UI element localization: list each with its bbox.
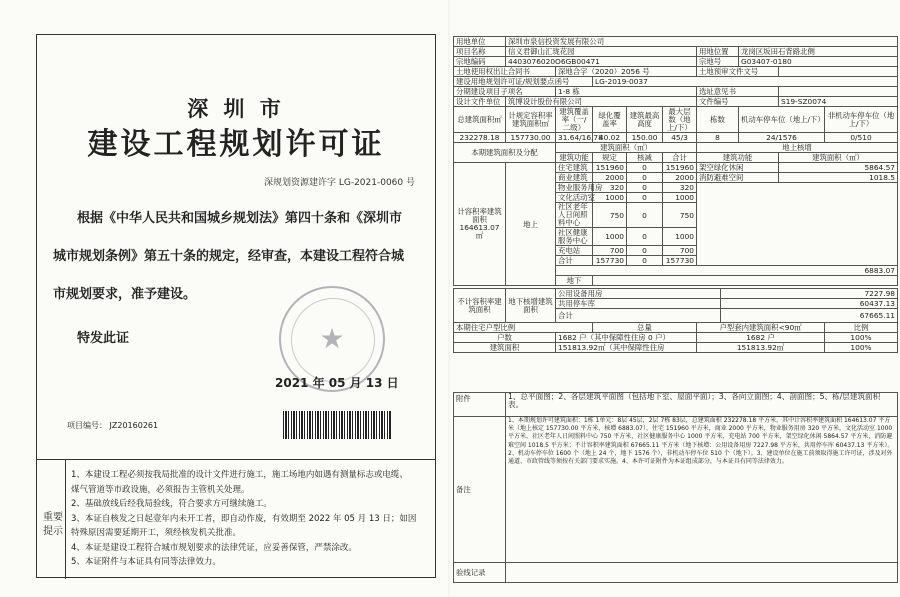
parcel-code-label: 宗地编码 [454,57,506,67]
tip-line: 3、本证自核发之日起壹年内未开工者，即自动作废，有效期至 2022 年 05 月 13 日；如因 [71,513,417,524]
value-cell: 157730 [593,256,627,266]
use-cell: 充电站 [556,246,593,256]
housing-total-label: 总量 [593,323,697,333]
use-cell: 物业服务用房 [556,183,593,193]
sub-header: 规定 [593,153,627,163]
tips-divider [65,459,66,579]
summary-header: 最大层数（地上/下） [663,107,697,133]
project-label: 项目名称 [454,47,506,57]
value-cell: 0 [627,256,663,266]
location-value: 龙岗区坂田石背路北侧 [739,47,898,57]
value-cell: 750 [593,203,627,228]
phase-label: 分期建设项目子项名 [454,87,556,97]
permit-number: 深规划资源建许字 LG-2021-0060 号 [263,178,415,188]
summary-header: 建筑最高高度 [627,107,663,133]
parcel-no-label: 宗地号 [697,57,739,67]
underground-core-label: 地下核增建筑面积 [506,289,556,323]
summary-header: 机动车停车位（地上/下） [739,107,825,133]
use-cell: 公用设备用房 [556,289,721,299]
value-cell: 1018.5 [779,173,898,183]
summary-header: 非机动车停车位（地上/下） [825,107,898,133]
seal-star-icon: ★ [319,322,345,355]
summary-value: 24/1576 [739,133,825,143]
units-total: 1682 户（其中保障性住房 0 户） [556,333,697,343]
summary-value: 8 [697,133,739,143]
summary-value: 45/3 [663,133,697,143]
use-cell: 消防避难空间 [697,173,779,183]
use-cell: 社区健康服务中心 [556,228,593,246]
units-label: 户数 [454,333,556,343]
use-label: 建筑功能 [697,153,779,163]
value-cell: 67665.11 [721,309,898,323]
unit-value: 深圳市泉信投资发展有限公司 [506,37,898,47]
use-cell: 社区老年人日间照料中心 [556,203,593,228]
non-counted-label: 不计容积率建筑面积 [454,289,506,323]
summary-value: 0/510 [825,133,898,143]
housing-small-label: 户型套内建筑面积<90㎡ [697,323,825,333]
value-cell: 151960 [593,163,627,173]
permit-cover-page [0,0,448,597]
value-cell: 0 [627,193,663,203]
total-label: 合计 [556,256,593,266]
empty-cell [593,276,898,286]
planning-doc-label: 建设用地规划许可证/规划要点函号 [454,77,593,87]
total-label: 合计 [556,309,721,323]
attach-text: 1、总平面图；2、各层建筑平面图（包括地下室、屋面平面）；3、各向立面图；4、剖面图；5、栋/层建筑面积表。 [506,393,898,417]
use-cell: 住宅建筑 [556,163,593,173]
value-cell: 0 [627,183,663,193]
doc-no-value: S19-SZ0074 [779,97,898,107]
permit-frame [36,34,436,578]
above-ground-label: 地上 [506,163,556,286]
summary-value: 31.64/16.78 [556,133,593,143]
opinion-value [779,87,898,97]
tip-line: 特殊原因需要延期开工，须经核发机关批准。 [71,528,242,538]
design-unit-value: 筑博设计股份有限公司 [506,97,697,107]
summary-value: 232278.18 [454,133,506,143]
tip-line: 1、本建设工程必须按我局批准的设计文件进行施工，施工场地内如遇有测量标志或电缆、 [71,470,408,480]
value-cell: 0 [627,228,663,246]
underground-label: 地下 [556,276,593,286]
value-cell: 320 [663,183,697,193]
value-cell: 157730 [663,256,697,266]
sub-header: 合计 [663,153,697,163]
value-cell: 1000 [663,193,697,203]
above-label: 地上核增 [697,143,898,153]
attach-label: 附件 [454,393,506,417]
use-cell: 商业建筑 [556,173,593,183]
land-prepare-value [779,67,898,77]
tip-line: 4、本证是建设工程符合城市规划要求的法律凭证，应妥善保管，严禁涂改。 [71,542,357,553]
value-cell: 0 [627,203,663,228]
record-label: 验线记录 [454,563,506,583]
body-line-3: 市规划要求，准予建设。 [53,287,197,302]
body-line-1: 根据《中华人民共和国城乡规划法》第四十条和《深圳市 [77,211,403,226]
unit-label: 用地单位 [454,37,506,47]
summary-header: 绿化覆盖率 [593,107,627,133]
units-small: 1682 户 [697,333,825,343]
value-cell: 0 [627,163,663,173]
empty-cell [697,183,898,266]
area-pct: 100% [825,343,898,353]
area-label: 建筑面积（㎡） [779,153,898,163]
issue-date: 2021 年 05 月 13 日 [275,376,399,390]
value-cell: 151960 [663,163,697,173]
value-cell: 0 [627,173,663,183]
body-line-2: 城市规划条例》第五十条的规定，经审查，本建设工程符合城 [53,249,405,264]
record-value [506,563,898,583]
area-total: 151813.92㎡（其中保障性住房 [556,343,697,353]
city-heading: 深 圳 市 [187,97,285,121]
land-contract-value: 深地合字（2020）2056 号 [556,67,697,77]
housing-pct-label: 比例 [825,323,898,333]
planning-doc-value: LG-2019-0037 [593,77,898,87]
use-cell: 共用停车库 [556,299,721,309]
value-cell: 700 [593,246,627,256]
tip-line: 5、本证附件与本证具有同等法律效力。 [71,557,221,567]
summary-header: 建筑覆盖率（一/二级） [556,107,593,133]
summary-value: 40.02 [593,133,627,143]
barcode [283,411,391,439]
value-cell: 750 [663,203,697,228]
value-cell: 7227.98 [721,289,898,299]
value-cell: 700 [663,246,697,256]
value-cell: 1000 [593,193,627,203]
attachments-table [453,392,898,583]
land-prepare-label: 土地预审文件文号 [697,67,779,77]
value-cell: 1000 [593,228,627,246]
use-label: 建筑功能 [556,153,593,163]
units-pct: 100% [825,333,898,343]
project-number: 项目编号： JZ20160261 [67,421,159,430]
permit-details-page [450,0,900,597]
housing-label: 本期住宅户型比例 [454,323,593,333]
parcel-no-value: G03407-0180 [739,57,898,67]
value-cell: 2000 [593,173,627,183]
area-label: 建筑面积（㎡） [556,143,697,153]
phase-value: 1-8 栋 [556,87,697,97]
design-unit-label: 设计文件单位 [454,97,506,107]
summary-header: 计规定容积率建筑面积㎡ [506,107,556,133]
value-cell: 60437.13 [721,299,898,309]
summary-value: 150.00 [627,133,663,143]
area-small: 151813.92㎡ [697,343,825,353]
area-section-label: 本期建筑面积及分配 [454,143,556,163]
tip-line: 煤气管道等市政设施，必须报告主管机关处理。 [71,484,250,495]
project-value: 信义君御山汇珑花园 [506,47,697,57]
important-tips [71,468,433,570]
doc-no-label: 文件编号 [697,97,779,107]
value-cell: 0 [627,246,663,256]
above-total: 6883.07 [556,266,898,276]
permit-main-area [37,35,435,460]
sub-header: 核减 [627,153,663,163]
value-cell: 1000 [663,228,697,246]
notes-text: 1、本期规划许可建筑面积：1栋 1单元：8层 45层，2层 7栋 83层，总建筑面积 232278.18 平方米，其中计容积率建筑面积 164613.07 平方米（地上核定 157730.00 平方米，核增 6883.07），住宅 151960 平方米，商业 2000 平方米，物业服务用房 320 平方米，文化活动室 1000 平方米，社区老年人日间照料中心 750 平方米，社区健康服务中心 1000 平方米，充电站 700 平方米，架空绿化休闲 5864.57 平方米，消防避难空间 1018.5 平方米；不计容积率建筑面积 67665.11 平方米（地下核增：公用设备用房 7227.98 平方米，共用停车库 60437.13 平方米）。2、机动车停车位 1600 个（地上 24 个，地下 1576 个），非机动车停车位 510 个（地下）。3、建设单位在施工前须取得施工许可证，涉及对外通道、市政管线等须按有关部门要求实施。4、本许可证附件为本证组成部分，与本证具有同等法律效力。 [506,417,898,563]
permit-details-table [453,36,898,353]
summary-header: 总建筑面积㎡ [454,107,506,133]
tips-label: 重要提示 [43,512,63,537]
tip-line: 2、基础放线后经我局验线，符合要求方可继续施工。 [71,499,272,509]
use-cell: 文化活动室 [556,193,593,203]
value-cell: 320 [593,183,627,193]
area-row-label: 建筑面积 [454,343,556,353]
land-contract-label: 土地使用权出让合同书 [454,67,556,77]
value-cell: 5864.57 [779,163,898,173]
summary-value: 157730.00 [506,133,556,143]
special-issue-text: 特发此证 [77,331,130,346]
summary-header: 栋数 [697,107,739,133]
use-cell: 架空绿化休闲 [697,163,779,173]
value-cell: 2000 [663,173,697,183]
notes-label: 备注 [454,417,506,563]
opinion-label: 选址意见书 [697,87,779,97]
counted-label: 计容积率建筑面积164613.07㎡ [454,163,506,286]
parcel-code-value: 4403076020O6GB00471 [506,57,697,67]
permit-title: 建设工程规划许可证 [87,127,385,162]
location-label: 用地位置 [697,47,739,57]
